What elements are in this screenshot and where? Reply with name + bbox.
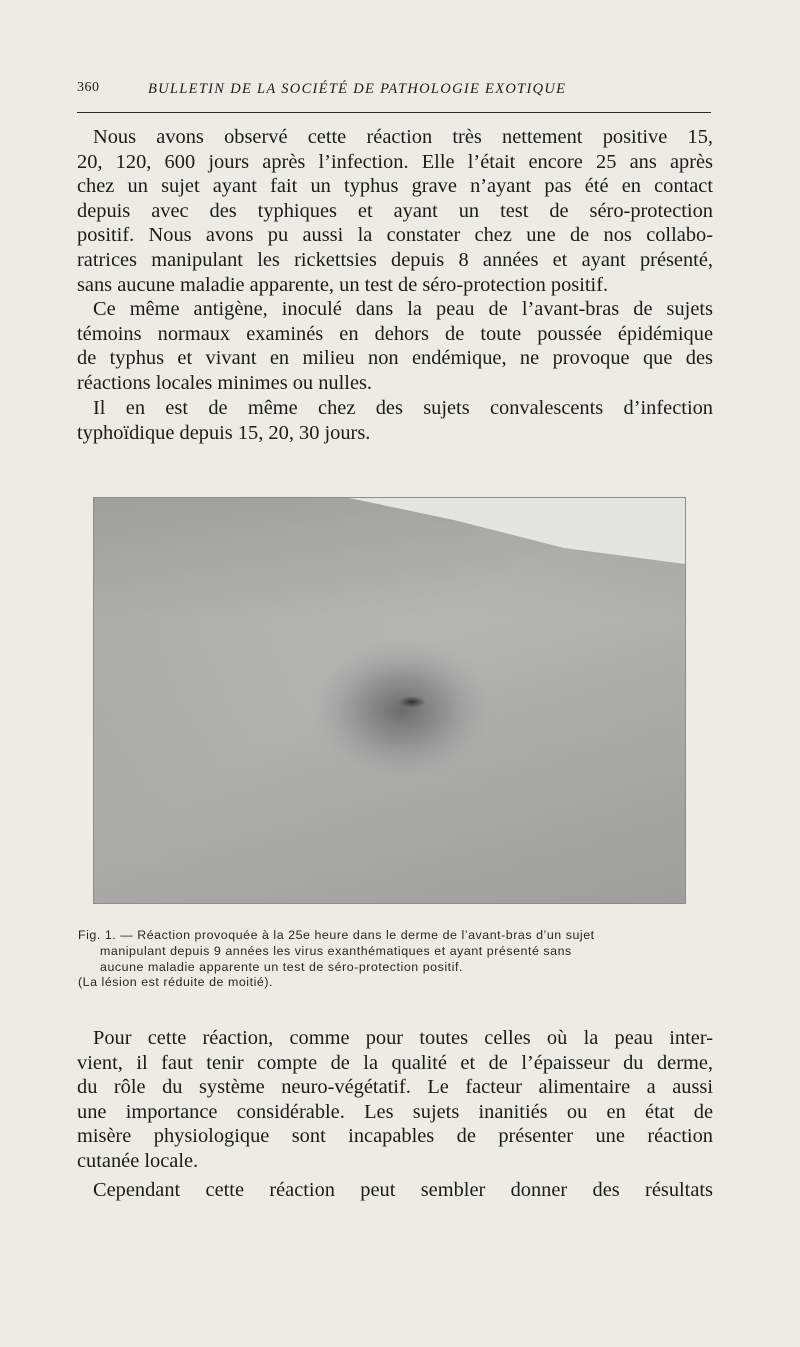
text-line: réactions locales minimes ou nulles. <box>77 371 373 394</box>
paragraph-5 <box>77 1178 713 1203</box>
caption-line: manipulant depuis 9 années les virus exanthématiques et ayant présenté sans <box>100 943 572 958</box>
text-line: misère physiologique sont incapables de présenter une réaction <box>77 1125 713 1148</box>
text-line: 20, 120, 600 jours après l’infection. Elle l’était encore 25 ans après <box>77 150 713 173</box>
text-line: vient, il faut tenir compte de la qualité et de l’épaisseur du derme, <box>77 1051 713 1074</box>
running-head: BULLETIN DE LA SOCIÉTÉ DE PATHOLOGIE EXOTIQUE <box>148 81 567 97</box>
text-line: ratrices manipulant les rickettsies depuis 8 années et ayant présenté, <box>77 248 713 271</box>
paragraph-3 <box>77 396 713 445</box>
paragraph-1 <box>77 125 713 297</box>
paragraph-2 <box>77 297 713 395</box>
text-line: Ce même antigène, inoculé dans la peau de l’avant-bras de sujets <box>93 298 713 320</box>
text-line: une importance considérable. Les sujets inanitiés ou en état de <box>77 1100 713 1123</box>
text-line: Pour cette réaction, comme pour toutes celles où la peau inter- <box>93 1027 713 1049</box>
text-line: Nous avons observé cette réaction très nettement positive 15, <box>93 126 713 148</box>
figure-caption <box>78 928 710 991</box>
caption-line: Fig. 1. — Réaction provoquée à la 25e heure dans le derme de l’avant-bras d’un sujet <box>78 928 595 942</box>
text-line: chez un sujet ayant fait un typhus grave n’ayant pas été en contact <box>77 175 713 198</box>
text-line: positif. Nous avons pu aussi la constater chez une de nos collabo- <box>77 224 713 247</box>
caption-line: (La lésion est réduite de moitié). <box>78 975 274 990</box>
caption-line: aucune maladie apparente un test de séro-protection positif. <box>100 959 463 974</box>
text-line: témoins normaux examinés en dehors de toute poussée épidémique <box>77 322 713 345</box>
text-line: du rôle du système neuro-végétatif. Le facteur alimentaire a aussi <box>77 1076 713 1099</box>
header-rule <box>77 112 711 113</box>
text-line: Cependant cette réaction peut sembler donner des résultats <box>93 1179 713 1201</box>
figure-photograph <box>93 497 686 904</box>
text-line: cutanée locale. <box>77 1149 199 1172</box>
skin-reaction-photo <box>94 498 685 903</box>
text-line: sans aucune maladie apparente, un test de séro-protection positif. <box>77 273 609 296</box>
lesion-core <box>398 696 426 708</box>
paragraph-4 <box>77 1026 713 1174</box>
lesion-halo <box>310 638 494 782</box>
text-line: de typhus et vivant en milieu non endémique, ne provoque que des <box>77 347 713 370</box>
text-line: typhoïdique depuis 15, 20, 30 jours. <box>77 421 371 444</box>
page-number: 360 <box>77 80 100 95</box>
text-line: depuis avec des typhiques et ayant un test de séro-protection <box>77 199 713 222</box>
text-line: Il en est de même chez des sujets convalescents d’infection <box>93 397 713 419</box>
